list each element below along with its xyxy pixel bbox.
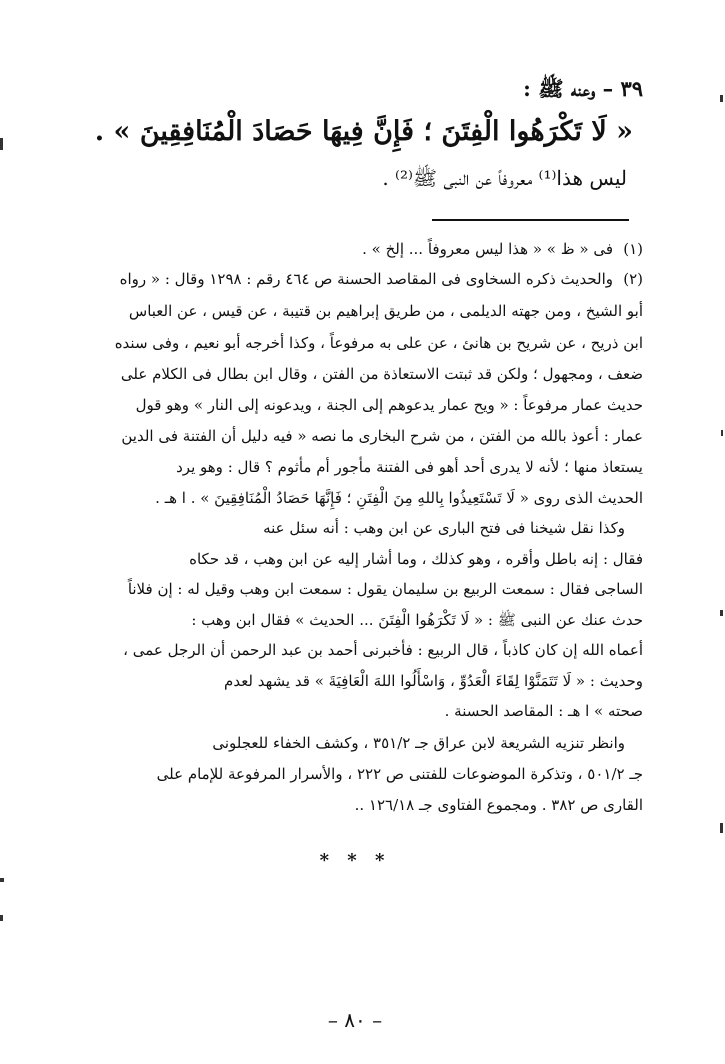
footnote-separator-line — [432, 219, 629, 221]
scan-edge-mark — [720, 823, 723, 833]
scan-edge-mark — [0, 138, 3, 150]
footnote-line: والحديث ذكره السخاوى فى المقاصد الحسنة ص ٤٦٤ رقم : ١٢٩٨ وقال : « رواه — [119, 270, 613, 288]
footnote-line: أبو الشيخ ، ومن جهته الديلمى ، من طريق إبراهيم بن قتيبة ، عن قيس ، عن العباس — [128, 302, 643, 320]
footnote-line: يستعاذ منها ؛ لأنه لا يدرى أحد أهو فى الفتنة مأجور أم مأثوم ؟ قال : وهو يرد — [176, 458, 643, 476]
footnote-line: الساجى فقال : سمعت الربيع بن سليمان يقول : سمعت ابن وهب وقيل له : إن فلاناً — [127, 580, 643, 598]
scan-edge-mark — [720, 610, 723, 616]
footnote-marker-2: (٢) — [623, 270, 643, 288]
footnote-marker-1: (١) — [623, 240, 643, 258]
footnote-line: حدث عنك عن النبى ﷺ : « لَا تَكْرَهُوا الْفِتَنَ ... الحديث » فقال ابن وهب : — [191, 611, 643, 629]
author-comment: ليس هذا⁽¹⁾ معروفاً عن النبى ﷺ⁽²⁾ . — [382, 166, 627, 190]
footnote-line: ابن ذريح ، عن شريح بن هانئ ، عن على به مرفوعاً ، وكذا أخرجه أبو نعيم ، وفى سنده — [114, 334, 643, 352]
footnote-line: فقال : إنه باطل وأقره ، وهو كذلك ، وما أشار إليه عن ابن وهب ، قد حكاه — [189, 550, 643, 568]
scan-edge-mark — [721, 430, 723, 436]
footnote-line: وحديث : « لَا تَتَمَنَّوْا لِقَاءَ الْعَدُوِّ ، وَاسْأَلُوا اللهَ الْعَافِيَةَ » قد يشهد لعدم — [224, 672, 643, 690]
page-number: – ٨٠ – — [327, 1008, 383, 1032]
footnote-line: فى « ظ » « هذا ليس معروفاً ... إلخ » . — [362, 240, 613, 258]
footnote-line: ضعف ، ومجهول ؛ ولكن قد ثبتت الاستعاذة من الفتن ، وقال ابن بطال فى الكلام على — [120, 365, 643, 383]
footnote-line: عمار : أعوذ بالله من الفتن ، من شرح البخارى ما نصه « فيه دليل أن الفتنة فى الدين — [121, 427, 643, 445]
footnote-line: الحديث الذى روى « لَا تَسْتَعِيذُوا بِاللهِ مِنَ الْفِتَنِ ؛ فَإِنَّهَا حَصَادُ الْمُنَافِقِينَ » . ا هـ . — [155, 489, 643, 507]
footnote-line: جـ ٥٠١/٢ ، وتذكرة الموضوعات للفتنى ص ٢٢٢ ، والأسرار المرفوعة للإمام على — [156, 765, 643, 783]
scan-edge-mark — [720, 95, 723, 102]
footnote-line: أعماه الله إن كان كاذباً ، قال الربيع : فأخبرنى أحمد بن عبد الرحمن أن الرجل عمى ، — [123, 641, 643, 659]
hadith-text: « لَا تَكْرَهُوا الْفِتَنَ ؛ فَإِنَّ فِيهَا حَصَادَ الْمُنَافِقِينَ » . — [94, 116, 633, 147]
hadith-number-heading: ٣٩ – وعنه ﷺ : — [523, 76, 643, 101]
footnote-line: وانظر تنزيه الشريعة لابن عراق جـ ٣٥١/٢ ، وكشف الخفاء للعجلونى — [212, 734, 625, 752]
footnote-line: حديث عمار مرفوعاً : « ويح عمار يدعوهم إلى الجنة ، ويدعونه إلى النار » وهو قول — [135, 396, 643, 414]
footnote-line: القارى ص ٣٨٢ . ومجموع الفتاوى جـ ١٢٦/١٨ .. — [354, 796, 643, 814]
scan-edge-mark — [0, 878, 4, 882]
scan-edge-mark — [0, 915, 3, 921]
footnote-line: صحته » ا هـ : المقاصد الحسنة . — [444, 702, 643, 720]
section-separator-stars: * * * — [319, 850, 391, 871]
footnote-line: وكذا نقل شيخنا فى فتح البارى عن ابن وهب : أنه سئل عنه — [263, 519, 625, 537]
